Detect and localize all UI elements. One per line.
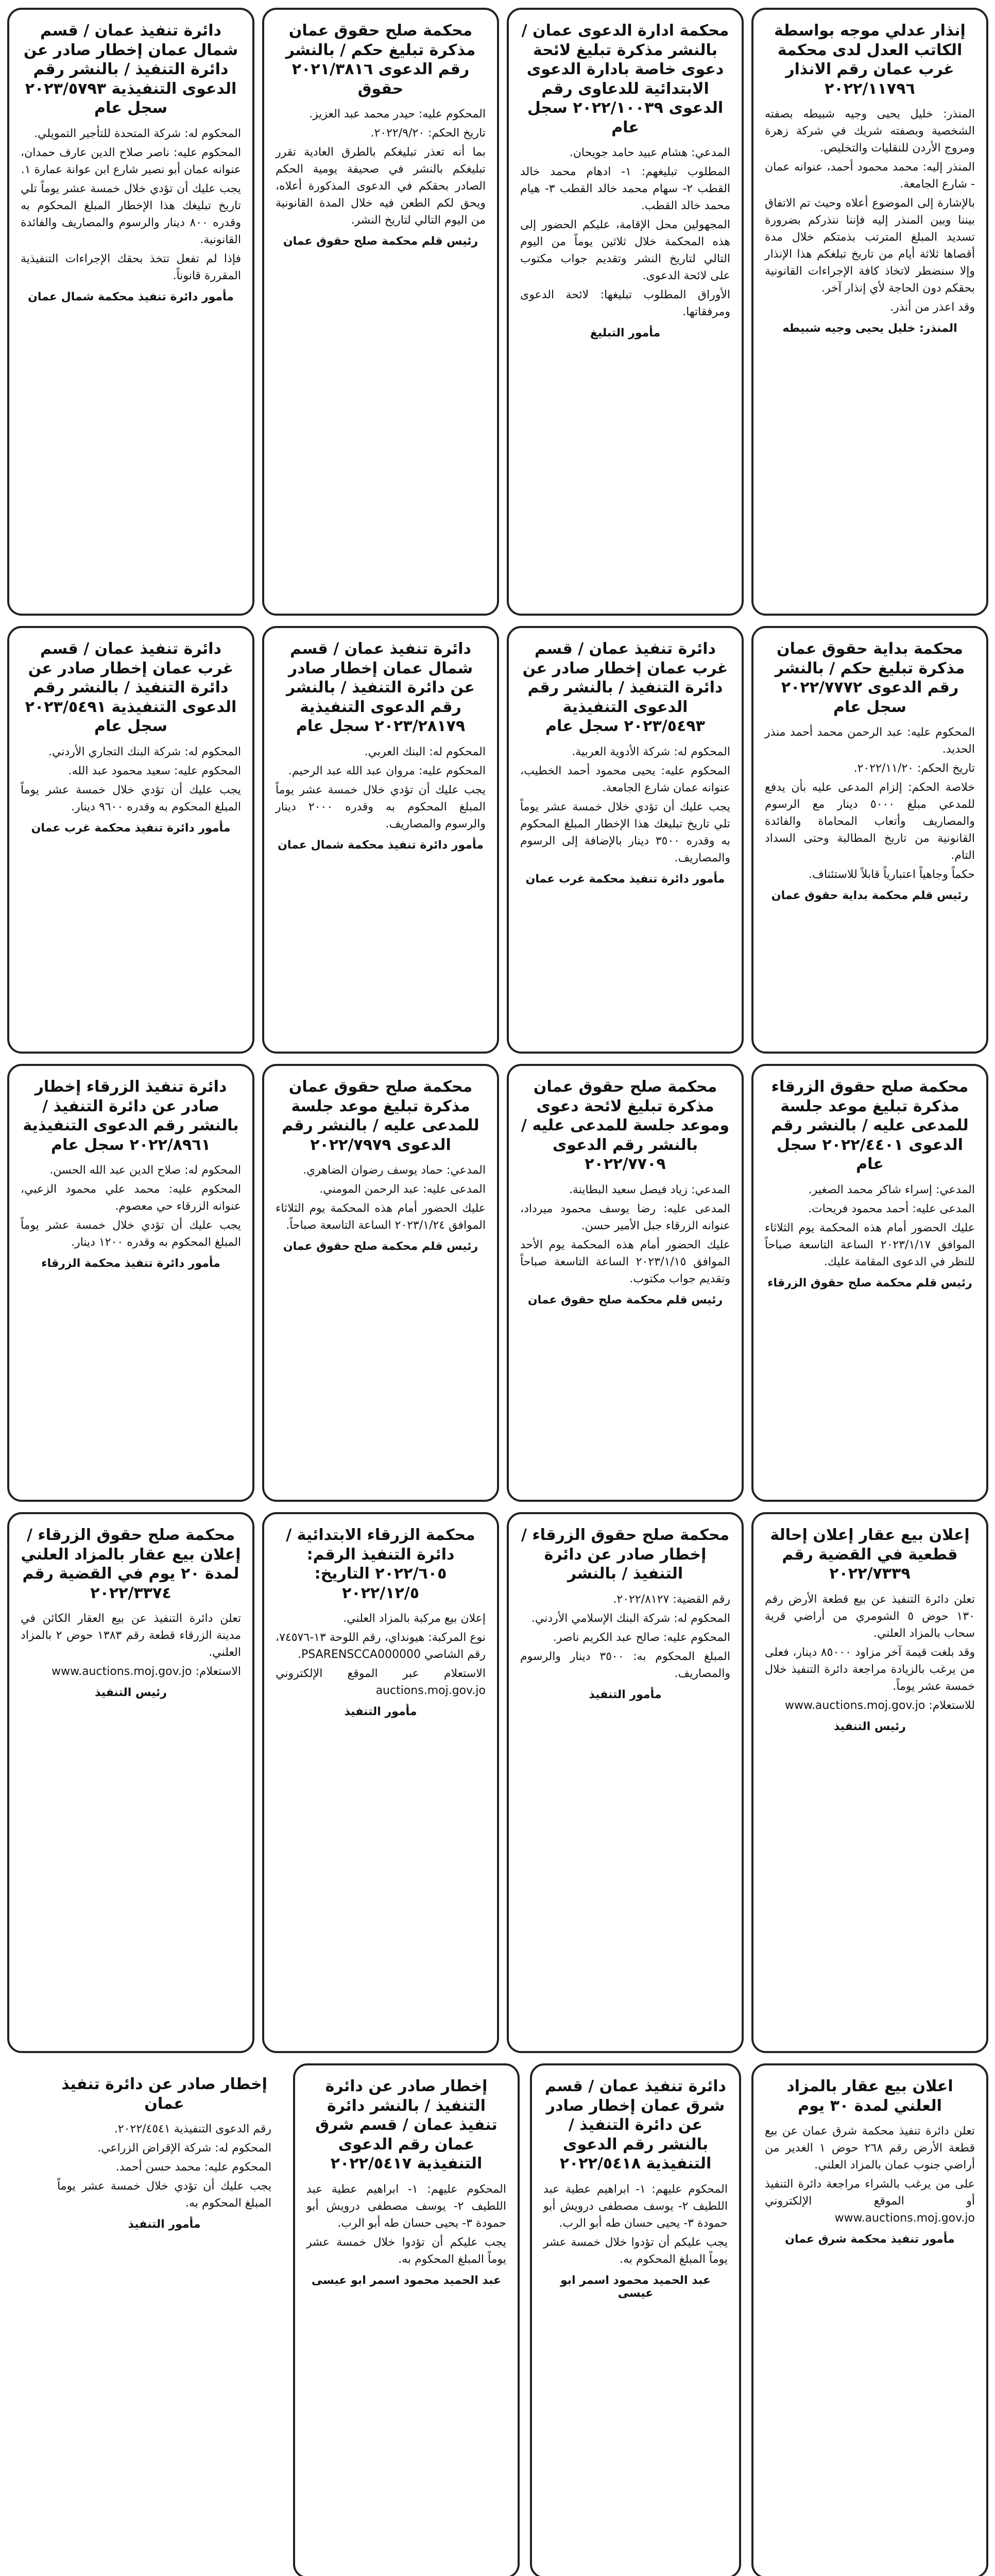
notice-signature: مأمور تنفيذ محكمة شرق عمان [785, 2233, 955, 2246]
notice-paragraph: المحكوم عليه: محمد علي محمود الزعبي، عنوانه الزرقاء حي معصوم. [21, 1183, 242, 1213]
notice-paragraph: عليك الحضور أمام هذه المحكمة يوم الثلاثاء الموافق ٢٠٢٣/١/٢٤ الساعة التاسعة صباحاً. [276, 1202, 486, 1232]
notice-paragraph: يجب عليك أن تؤدي خلال خمسة عشر يوماً تلي تاريخ تبليغك هذا الإخطار المبلغ المحكوم به وقدره ٣٥٠٠ دينار بالإضافة إلى الرسوم والمصاريف. [521, 800, 731, 865]
notice-paragraph: المحكوم له: صلاح الدين عبد الله الحسن. [50, 1164, 242, 1177]
notice-card [507, 8, 744, 616]
notice-card [263, 1064, 500, 1502]
notice-paragraph: المحكوم عليه: صالح عبد الكريم ناصر. [553, 1631, 731, 1644]
notice-signature: مأمور دائرة تنفيذ محكمة غرب عمان [31, 821, 231, 835]
notice-body [765, 724, 975, 883]
notice-body [276, 743, 486, 833]
notice-signature: مأمور دائرة تنفيذ محكمة شمال عمان [28, 290, 234, 303]
notice-signature: رئيس قلم محكمة بداية حقوق عمان [771, 889, 969, 902]
notice-card [752, 1512, 989, 2053]
notice-signature: رئيس التنفيذ [834, 1720, 906, 1733]
notice-signature: مأمور دائرة تنفيذ محكمة الزرقاء [42, 1257, 221, 1270]
notice-paragraph: المدعي: هشام عبيد حامد جويحان. [570, 146, 731, 159]
notice-paragraph: المحكوم عليهم: ١- ابراهيم عطية عبد اللطيف ٢- يوسف مصطفى درويش أبو حمودة ٣- يحيى حسان طه أبو الرب. [307, 2182, 507, 2230]
notice-signature: مأمور التنفيذ [345, 1705, 418, 1718]
notice-signature: مأمور التنفيذ [589, 1688, 662, 1701]
notice-title: محكمة صلح حقوق عمان مذكرة تبليغ حكم / بالنشر رقم الدعوى ٢٠٢١/٣٨١٦ حقوق [286, 22, 476, 98]
notice-paragraph: على من يرغب بالشراء مراجعة دائرة التنفيذ أو الموقع الإلكتروني www.auctions.moj.gov.jo [765, 2178, 975, 2225]
notice-card [263, 626, 500, 1054]
notice-body [276, 106, 486, 229]
notice-paragraph: يجب عليكم أن تؤدوا خلال خمسة عشر يوماً المبلغ المحكوم به. [307, 2235, 507, 2266]
notice-paragraph: تاريخ الحكم: ٢٠٢٢/١١/٢٠. [854, 762, 975, 775]
notice-paragraph: المحكوم عليه: مروان عبد الله عبد الرحيم. [288, 764, 486, 777]
notice-body [307, 2181, 507, 2268]
notice-paragraph: يجب عليكم أن تؤدوا خلال خمسة عشر يوماً المبلغ المحكوم به. [544, 2235, 728, 2266]
notice-paragraph: تعلن دائرة التنفيذ عن بيع العقار الكائن في مدينة الزرقاء قطعة رقم ١٣٨٣ حوض ٢ بالمزاد العلني. [21, 1612, 242, 1659]
notice-title: اعلان بيع عقار بالمزاد العلني لمدة ٣٠ يوم [787, 2077, 954, 2115]
notice-paragraph: الاستعلام: www.auctions.moj.gov.jo [52, 1665, 242, 1678]
notice-signature: عبد الحميد محمود اسمر ابو عيسى [561, 2274, 711, 2300]
notice-title: دائرة تنفيذ الزرقاء إخطار صادر عن دائرة التنفيذ / بالنشر رقم الدعوى التنفيذية ٢٠٢٢/٨٩٦١ سجل عام [23, 1078, 239, 1154]
notice-title: دائرة تنفيذ عمان / قسم شرق عمان إخطار صادر عن دائرة التنفيذ / بالنشر رقم الدعوى التنفيذية ٢٠٢٢/٥٤١٨ [545, 2077, 727, 2173]
notice-title: دائرة تنفيذ عمان / قسم غرب عمان إخطار صادر عن دائرة التنفيذ / بالنشر رقم الدعوى التنفيذية ٢٠٢٣/٥٤٩١ سجل عام [25, 640, 237, 735]
notice-title: دائرة تنفيذ عمان / قسم شمال عمان إخطار صادر عن دائرة التنفيذ / بالنشر رقم الدعوى التنفيذية ٢٠٢٣/٥٧٩٣ سجل عام [24, 22, 239, 117]
notice-body [765, 106, 975, 316]
notice-card [752, 2063, 989, 2576]
notice-paragraph: خلاصة الحكم: إلزام المدعى عليه بأن يدفع للمدعي مبلغ ٥٠٠٠ دينار مع الرسوم والمصاريف وأتعاب المحاماة والفائدة القانونية من تاريخ المطالبة وحتى السداد التام. [765, 781, 975, 862]
notice-paragraph: نوع المركبة: هيونداي، رقم اللوحة ١٣-٧٤٥٧٦، رقم الشاصي PSARENSCCA000000. [276, 1631, 486, 1661]
notice-paragraph: المنذر: خليل يحيى وجيه شبيطه بصفته الشخصية وبصفته شريك في شركة زهرة ومروج الأردن للنقليات والتخليص. [765, 108, 975, 155]
notice-title: دائرة تنفيذ عمان / قسم شمال عمان إخطار صادر عن دائرة التنفيذ / بالنشر رقم الدعوى التنفيذية ٢٠٢٣/٢٨١٧٩ سجل عام [287, 640, 475, 735]
notice-paragraph: يجب عليك أن تؤدي خلال خمسة عشر يوماً المبلغ المحكوم به وقدره ٢٠٠٠ دينار والرسوم والمصاريف. [276, 783, 486, 831]
notice-paragraph: يجب عليك أن تؤدي خلال خمسة عشر يوماً تلي تاريخ تبليغك هذا الإخطار المبلغ المحكوم به وقدره ٨٠٠ دينار والرسوم والمصاريف والفائدة القانونية. [21, 182, 242, 246]
notice-card [8, 1512, 255, 2053]
notice-card [507, 1064, 744, 1502]
notice-card [46, 2063, 283, 2576]
notice-paragraph: المحكوم له: شركة الأدوية العربية. [572, 745, 731, 758]
notice-signature: رئيس التنفيذ [95, 1686, 167, 1699]
notice-body [276, 1162, 486, 1234]
notice-body [544, 2181, 728, 2268]
notice-paragraph: بالإشارة إلى الموضوع أعلاه وحيث تم الاتفاق بيننا وبين المنذر إليه فإننا ننذركم بضرورة تسديد المبلغ المترتب بذمتكم خلال مدة أقصاها ثلاثة أيام من تاريخ تبلغكم هذا الإنذار وإلا سنضطر لاتخاذ كافة الإجراءات القانونية بحقكم دون الحاجة لأي إنذار آخر. [765, 197, 975, 295]
notice-signature: عبد الحميد محمود اسمر ابو عيسى [312, 2274, 502, 2287]
notice-paragraph: المدعي: زياد فيصل سعيد البطاينة. [569, 1183, 731, 1196]
notice-paragraph: المدعي: حماد يوسف رضوان الضاهري. [303, 1164, 486, 1177]
notice-body [765, 2123, 975, 2227]
notice-paragraph: المحكوم عليه: حيدر محمد عبد العزيز. [310, 108, 486, 121]
notice-paragraph: المحكوم له: البنك العربي. [365, 745, 486, 758]
notice-signature: رئيس قلم محكمة صلح حقوق عمان [283, 1240, 479, 1253]
notice-paragraph: تعلن دائرة التنفيذ عن بيع قطعة الأرض رقم ١٣٠ حوض ٥ الشومري من أراضي قرية سحاب بالمزاد العلني. [765, 1592, 975, 1640]
notice-card [8, 1064, 255, 1502]
notice-body [521, 144, 731, 320]
notice-paragraph: الأوراق المطلوب تبليغها: لائحة الدعوى ومرفقاتها. [521, 289, 731, 318]
notice-paragraph: المحكوم عليه: عبد الرحمن محمد أحمد منذر الحديد. [765, 726, 975, 756]
notice-body [765, 1591, 975, 1714]
notice-title: محكمة بداية حقوق عمان مذكرة تبليغ حكم / بالنشر رقم الدعوى ٢٠٢٢/٧٧٧٢ سجل عام [775, 640, 966, 716]
notice-title: محكمة صلح حقوق عمان مذكرة تبليغ لائحة دعوى وموعد جلسة للمدعى عليه / بالنشر رقم الدعوى ٢٠٢٢/٧٧٠٩ [521, 1078, 730, 1173]
notice-signature: مأمور دائرة تنفيذ محكمة شمال عمان [278, 838, 484, 852]
notice-title: إعلان بيع عقار إعلان إحالة قطعية في القضية رقم ٢٠٢٢/٧٣٣٩ [770, 1526, 970, 1583]
notice-paragraph: المدعى عليه: رضا يوسف محمود ميرداد، عنوانه الزرقاء جبل الأمير حسن. [521, 1202, 731, 1232]
notice-signature: المنذر: خليل يحيى وجيه شبيطه [783, 322, 958, 335]
notice-body [521, 1181, 731, 1287]
notice-signature: رئيس قلم محكمة صلح حقوق عمان [283, 235, 479, 248]
notice-card [507, 1512, 744, 2053]
notice-paragraph: حكماً وجاهياً اعتبارياً قابلاً للاستئناف. [809, 868, 975, 881]
notice-card [263, 8, 500, 616]
notice-paragraph: المحكوم عليه: محمد حسن أحمد. [116, 2161, 272, 2174]
notice-paragraph: وقد اعذر من أنذر. [890, 301, 975, 314]
notice-title: محكمة صلح حقوق الزرقاء / إعلان بيع عقار بالمزاد العلني لمدة ٢٠ يوم في القضية رقم ٢٠٢٢/٣٣٧٤ [21, 1526, 242, 1602]
notice-body [21, 1162, 242, 1251]
notice-paragraph: رقم القضية: ٢٠٢٢/٨١٢٧. [613, 1592, 731, 1606]
notice-body [21, 125, 242, 284]
notice-paragraph: يجب عليك أن تؤدي خلال خمسة عشر يوماً المبلغ المحكوم به. [58, 2180, 272, 2210]
notice-title: إخطار صادر عن دائرة تنفيذ عمان [62, 2075, 268, 2113]
notice-paragraph: عليك الحضور أمام هذه المحكمة يوم الأحد الموافق ٢٠٢٣/١/١٥ الساعة التاسعة صباحاً وتقديم جواب مكتوب. [521, 1238, 731, 1285]
notice-paragraph: تاريخ الحكم: ٢٠٢٢/٩/٢٠. [371, 127, 486, 140]
notice-card [294, 2063, 520, 2576]
notice-body [521, 1591, 731, 1682]
notice-paragraph: وقد بلغت قيمة آخر مزاود ٨٥٠٠٠ دينار، فعلى من يرغب بالزيادة مراجعة دائرة التنفيذ خلال خمسة عشر يوماً. [765, 1646, 975, 1693]
notice-card [263, 1512, 500, 2053]
notice-paragraph: فإذا لم تفعل تتخذ بحقك الإجراءات التنفيذية المقررة قانوناً. [21, 252, 242, 282]
notice-paragraph: عليك الحضور أمام هذه المحكمة يوم الثلاثاء الموافق ٢٠٢٣/١/١٧ الساعة التاسعة صباحاً للنظر في الدعوى المقامة عليك. [765, 1221, 975, 1268]
notice-card [752, 8, 989, 616]
notice-body [21, 1610, 242, 1680]
notice-paragraph: المحكوم عليه: ناصر صلاح الدين عارف حمدان، عنوانه عمان أبو نصير شارع ابن عوانة عمارة ١. [21, 146, 242, 176]
notice-paragraph: للاستعلام: www.auctions.moj.gov.jo [785, 1699, 975, 1712]
notice-card [752, 1064, 989, 1502]
notice-card [530, 2063, 742, 2576]
notice-body [521, 743, 731, 867]
notice-card [8, 8, 255, 616]
notice-title: دائرة تنفيذ عمان / قسم غرب عمان إخطار صادر عن دائرة التنفيذ / بالنشر رقم الدعوى التنفيذية ٢٠٢٣/٥٤٩٣ سجل عام [523, 640, 729, 735]
notice-title: محكمة صلح حقوق عمان مذكرة تبليغ موعد جلسة للمدعى عليه / بالنشر رقم الدعوى ٢٠٢٢/٧٩٧٩ [282, 1078, 480, 1154]
notice-card [8, 626, 255, 1054]
notice-paragraph: المجهولين محل الإقامة، عليكم الحضور إلى هذه المحكمة خلال ثلاثين يوماً من اليوم التالي لتاريخ النشر وتقديم جواب مكتوب على لائحة الدعوى. [521, 218, 731, 282]
notice-title: محكمة صلح حقوق الزرقاء / إخطار صادر عن دائرة التنفيذ / بالنشر [521, 1526, 730, 1583]
notice-paragraph: المحكوم له: شركة البنك الإسلامي الأردني. [531, 1612, 731, 1625]
notice-title: إخطار صادر عن دائرة التنفيذ / بالنشر دائرة تنفيذ عمان / قسم شرق عمان رقم الدعوى التنفيذية ٢٠٢٢/٥٤١٧ [316, 2077, 498, 2173]
notice-title: إنذار عدلي موجه بواسطة الكاتب العدل لدى محكمة غرب عمان رقم الانذار ٢٠٢٢/١١٧٩٦ [775, 22, 966, 98]
notice-paragraph: المحكوم له: شركة الإقراض الزراعي. [98, 2142, 272, 2155]
notice-paragraph: يجب عليك أن تؤدي خلال خمسة عشر يوماً المبلغ المحكوم به وقدره ١٢٠٠ دينار. [21, 1219, 242, 1249]
notice-body [58, 2121, 272, 2212]
notice-paragraph: المحكوم عليه: يحيى محمود أحمد الخطيب، عنوانه عمان شارع الجامعة. [521, 764, 731, 794]
notice-title: محكمة صلح حقوق الزرقاء مذكرة تبليغ موعد جلسة للمدعى عليه / بالنشر رقم الدعوى ٢٠٢٢/٤٤٠١ سجل عام [771, 1078, 969, 1173]
notice-paragraph: المحكوم عليه: سعيد محمود عبد الله. [68, 764, 242, 777]
notice-paragraph: المحكوم له: شركة المتحدة للتأجير التمويلي. [34, 127, 242, 140]
notice-paragraph: المحكوم عليهم: ١- ابراهيم عطية عبد اللطيف ٢- يوسف مصطفى درويش أبو حمودة ٣- يحيى حسان طه أبو الرب. [544, 2182, 728, 2230]
notice-signature: مأمور التبليغ [590, 327, 661, 340]
notice-body [765, 1181, 975, 1270]
notice-paragraph: المدعى عليه: أحمد محمود فريحات. [808, 1202, 975, 1215]
notice-signature: رئيس قلم محكمة صلح حقوق الزرقاء [768, 1276, 973, 1290]
notice-paragraph: يجب عليك أن تؤدي خلال خمسة عشر يوماً المبلغ المحكوم به وقدره ٩٦٠٠ دينار. [21, 783, 242, 814]
notice-paragraph: تعلن دائرة تنفيذ محكمة شرق عمان عن بيع قطعة الأرض رقم ٢٦٨ حوض ١ الغدير من أراضي جنوب عمان بالمزاد العلني. [765, 2125, 975, 2172]
notice-paragraph: المبلغ المحكوم به: ٣٥٠٠ دينار والرسوم والمصاريف. [521, 1650, 731, 1680]
notice-paragraph: الاستعلام عبر الموقع الإلكتروني auctions.moj.gov.jo [276, 1667, 486, 1697]
notice-paragraph: المدعى عليه: عبد الرحمن المومني. [320, 1183, 486, 1196]
notice-title: محكمة ادارة الدعوى عمان / بالنشر مذكرة تبليغ لائحة دعوى خاصة بادارة الدعوى الابتدائية للدعاوى رقم الدعوى ٢٠٢٢/١٠٠٣٩ سجل عام [522, 22, 730, 137]
notice-title: محكمة الزرقاء الابتدائية / دائرة التنفيذ الرقم: ٢٠٢٢/٦٠٥ التاريخ: ٢٠٢٢/١٢/٥ [286, 1526, 476, 1602]
notice-paragraph: رقم الدعوى التنفيذية ٢٠٢٢/٤٥٤١. [114, 2123, 272, 2136]
notice-signature: رئيس قلم محكمة صلح حقوق عمان [528, 1293, 724, 1307]
notice-signature: مأمور التنفيذ [128, 2218, 201, 2231]
notice-card [507, 626, 744, 1054]
notice-paragraph: المحكوم له: شركة البنك التجاري الأردني. [49, 745, 242, 758]
notice-paragraph: المطلوب تبليغهم: ١- ادهام محمد خالد القطب ٢- سهام محمد خالد القطب ٣- هيام محمد خالد القطب. [521, 165, 731, 212]
notice-paragraph: المنذر إليه: محمد محمود أحمد، عنوانه عمان - شارع الجامعة. [765, 161, 975, 191]
notice-paragraph: بما أنه تعذر تبليغكم بالطرق العادية تقرر تبليغكم بالنشر في صحيفة يومية الحكم الصادر بحقكم في الدعوى المذكورة أعلاه، ويحق لكم الطعن فيه خلال المدة القانونية من اليوم التالي لتاريخ النشر. [276, 146, 486, 227]
notice-paragraph: إعلان بيع مركبة بالمزاد العلني. [344, 1612, 486, 1625]
notice-signature: مأمور دائرة تنفيذ محكمة غرب عمان [526, 872, 726, 886]
notice-body [21, 743, 242, 816]
notice-card [752, 626, 989, 1054]
notice-body [276, 1610, 486, 1699]
notice-paragraph: المدعي: إسراء شاكر محمد الصغير. [809, 1183, 975, 1196]
